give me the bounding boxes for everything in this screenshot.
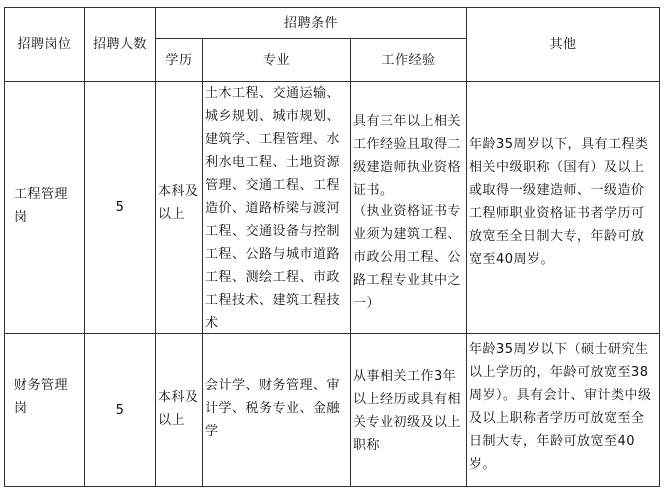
header-education: 学历: [165, 52, 193, 68]
table-divider: [350, 38, 351, 487]
row-engineering-count: 5: [115, 200, 125, 215]
row-engineering-experience-1: 具有三年以上相关工作经验且取得二级建造师执业资格证书。: [353, 114, 462, 198]
row-engineering-education: 本科及以上: [158, 184, 199, 222]
row-finance-experience: 从事相关工作3年以上经历或具有相关专业初级及以上职称: [353, 369, 462, 453]
header-count: 招聘人数: [92, 37, 147, 52]
row-engineering-experience-2: （执业资格证书专业须为建筑工程、市政公用工程、公路工程专业其中之一）: [353, 204, 462, 311]
table-divider: [202, 38, 203, 487]
row-engineering-position: 工程管理岗: [14, 187, 69, 225]
header-other: 其他: [549, 37, 577, 52]
header-major: 专业: [262, 52, 290, 68]
table-border-bottom: [4, 486, 660, 487]
row-finance-position: 财务管理岗: [14, 378, 69, 416]
header-position: 招聘岗位: [17, 37, 72, 52]
header-conditions: 招聘条件: [283, 15, 338, 31]
row-finance-education: 本科及以上: [158, 390, 199, 428]
table-border-right: [659, 7, 660, 487]
row-finance-major: 会计学、财务管理、审计学、税务专业、金融学: [205, 378, 341, 439]
row-engineering-other: 年龄35周岁以下，具有工程类相关中级职称（国有）及以上或取得一级建造师、一级造价工程师职业资格证书者学历可放宽至全日制大专，年龄可放宽至40周岁。: [469, 137, 649, 267]
row-finance-count: 5: [115, 402, 125, 418]
row-finance-other: 年龄35周岁以下（硕士研究生以上学历的，年龄可放宽至38周岁）。具有会计、审计类中级及以上职称者学历可放宽至全日制大专，年龄可放宽至40岁。: [469, 342, 652, 472]
row-engineering-major: 土木工程、交通运输、城乡规划、城市规划、建筑学、工程管理、水利水电工程、土地资源管理、交通工程、工程造价、道路桥梁与渡河工程、交通设备与控制工程、公路与城市道路工程、测绘工程、市政工程技术、建筑工程技术: [205, 86, 341, 331]
header-experience: 工作经验: [381, 52, 436, 68]
